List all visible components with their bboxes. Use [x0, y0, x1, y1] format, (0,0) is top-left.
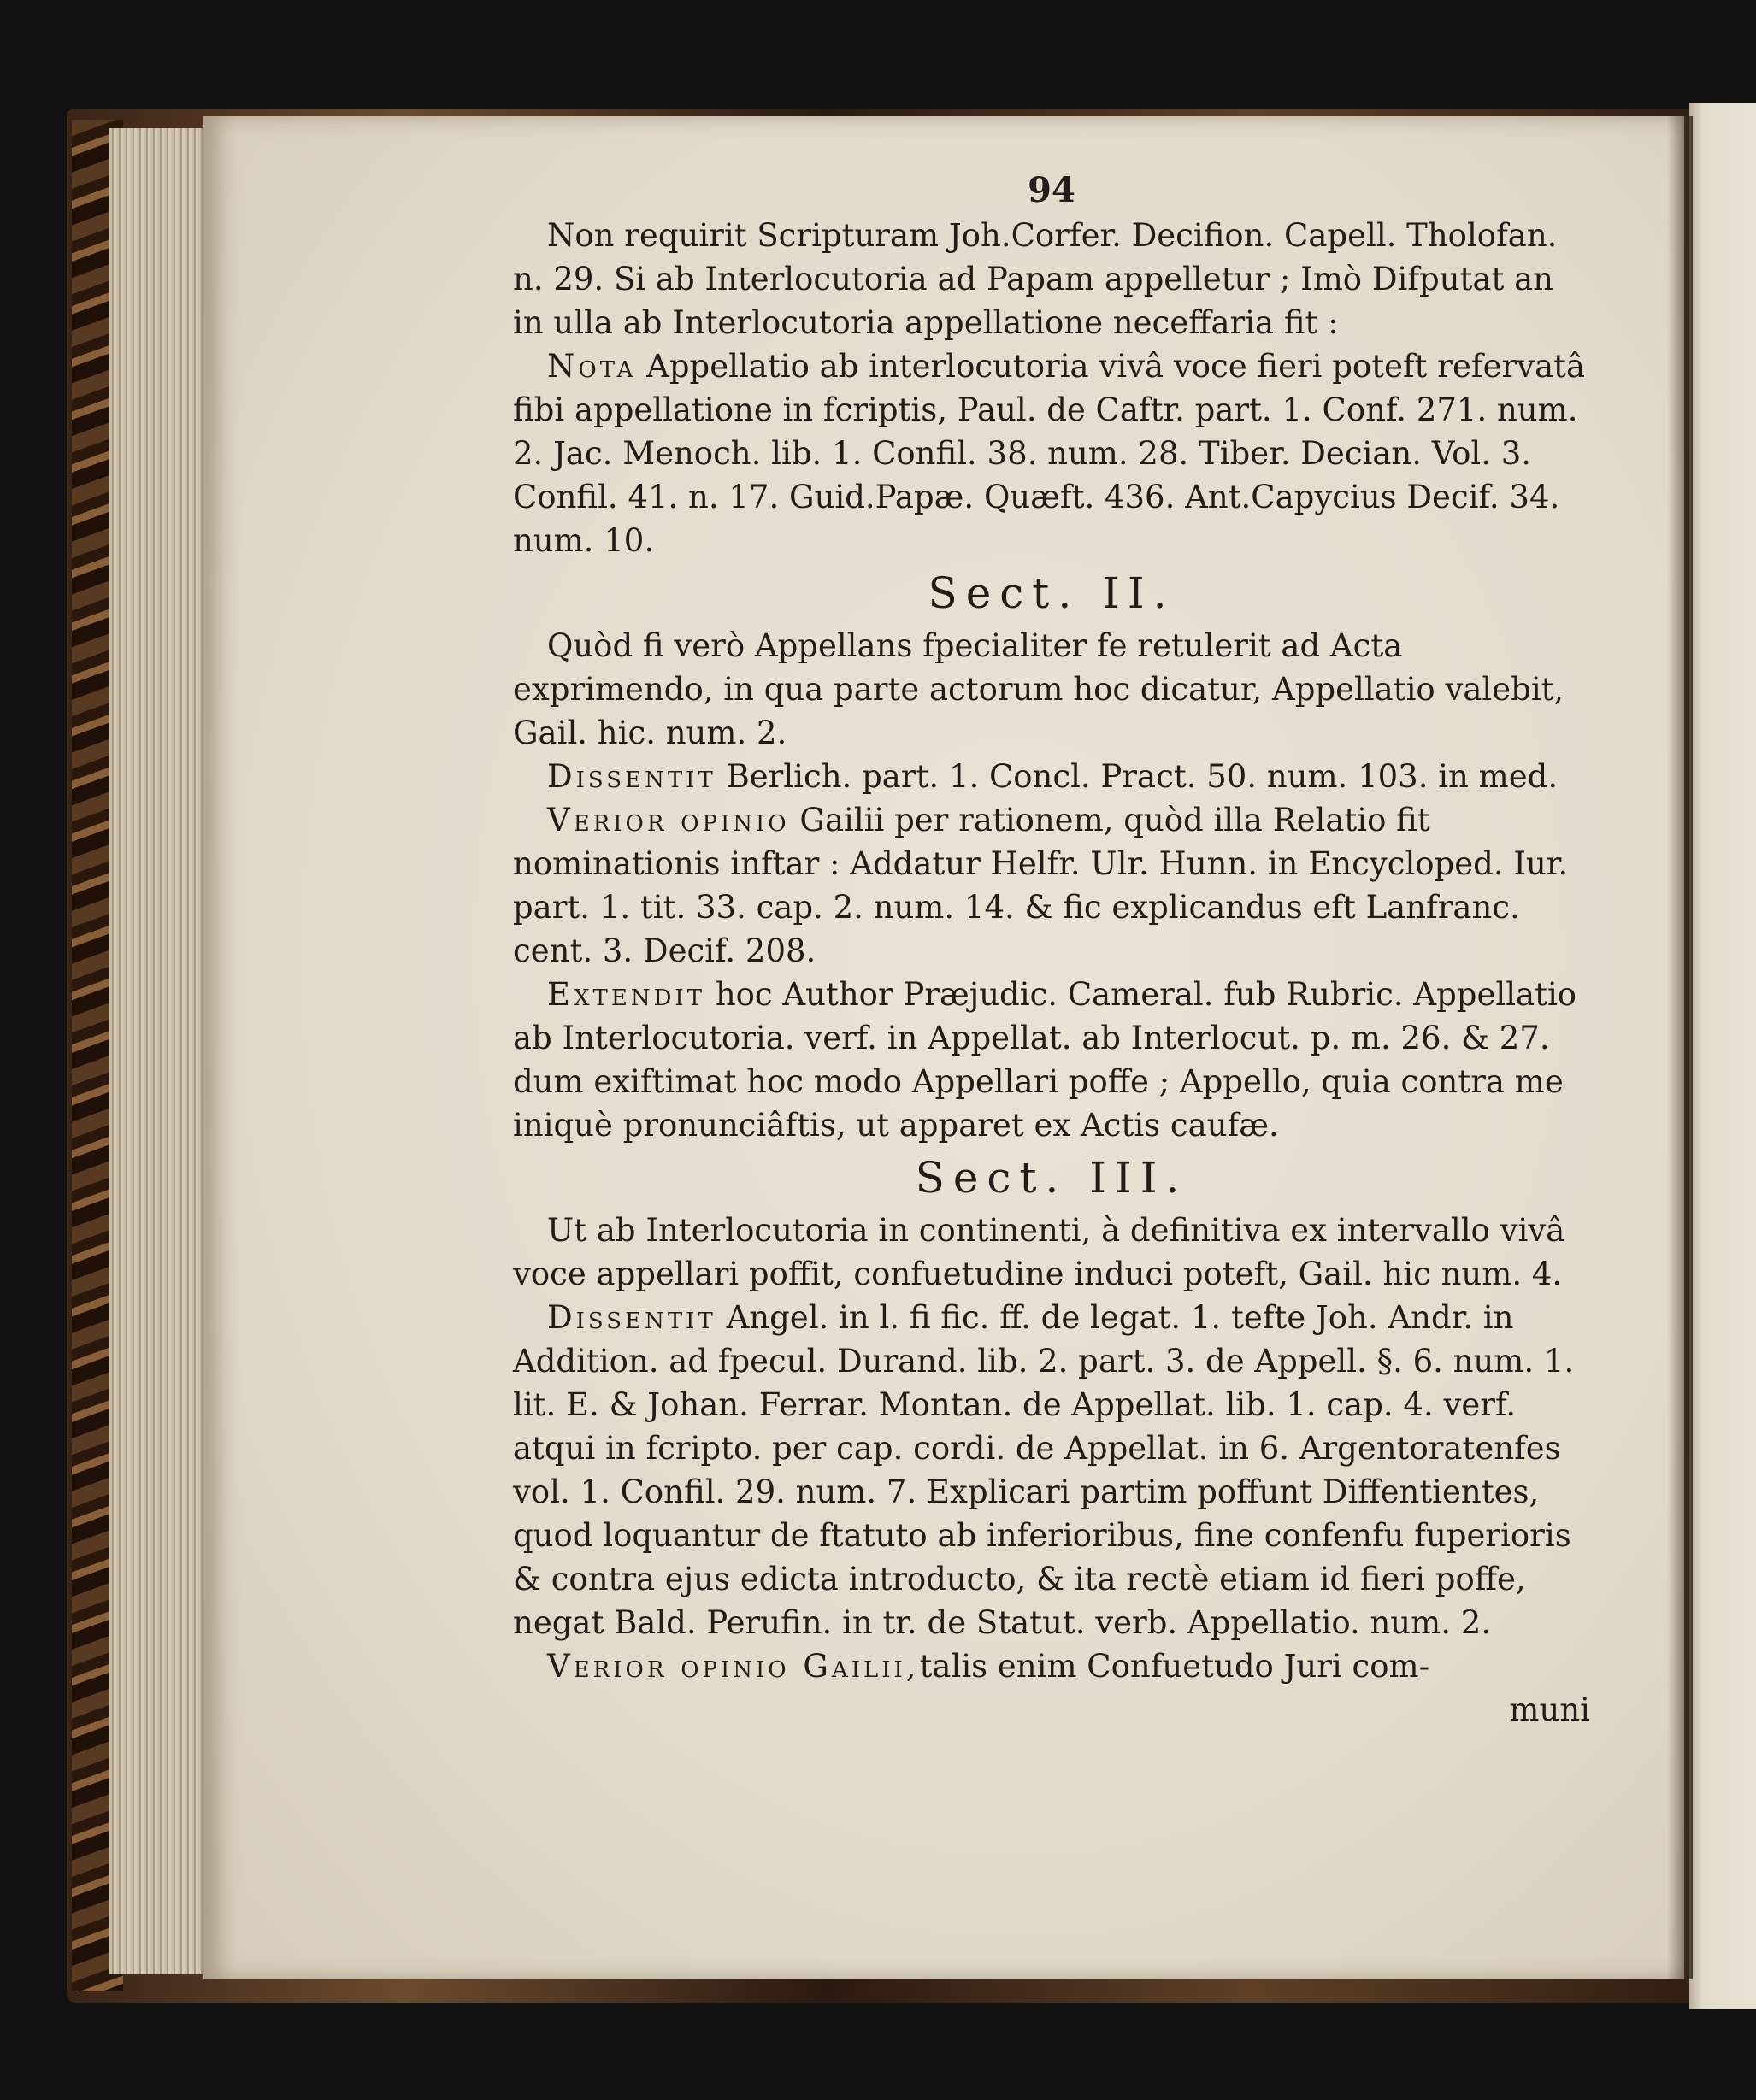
- section-heading-2: Sect. II.: [928, 568, 1176, 618]
- paragraph-3: [513, 624, 1590, 755]
- paragraph-4: [513, 755, 1590, 798]
- paragraph-5: [513, 798, 1590, 973]
- paragraph-text: requirit Scripturam Joh.Corfer. Decifion. Capell. Tholofan. n. 29. Si ab Interlocutoria ad Papam appelletur ; Imò Difputat an in ulla ab Interlocutoria appellatione neceffaria fit :: [513, 217, 1558, 341]
- paragraph-8: [513, 1296, 1590, 1644]
- paragraph-6: [513, 973, 1590, 1147]
- paragraph-text: talis enim Confuetudo Juri com-: [919, 1648, 1430, 1685]
- paragraph-lead: Non: [547, 217, 615, 254]
- paragraph-lead: Nota: [547, 348, 637, 385]
- paragraph-lead: Verior opinio Gailii,: [547, 1648, 920, 1685]
- next-page-sliver: [1689, 103, 1756, 2009]
- paragraph-lead: Dissentit: [547, 1299, 716, 1336]
- section-heading-3: Sect. III.: [915, 1153, 1188, 1203]
- catchword: muni: [1509, 1691, 1590, 1728]
- paragraph-lead: Verior opinio: [547, 802, 790, 838]
- paragraph-lead: Dissentit: [547, 758, 716, 795]
- paragraph-text: Berlich. part. 1. Concl. Pract. 50. num. 103. in med.: [726, 758, 1559, 795]
- page-edges: [109, 128, 212, 1974]
- paragraph-text: hoc Author Præjudic. Cameral. fub Rubric. Appellatio ab Interlocutoria. verf. in Appellat. ab Interlocut. p. m. 26. & 27. dum exiftimat hoc modo Appellari poffe ; Appello, quia contra me iniquè pronunciâftis, ut apparet ex Actis caufæ.: [513, 976, 1577, 1144]
- paragraph-text: ab Interlocutoria in continenti, à definitiva ex intervallo vivâ voce appellari poffit, confuetudine induci poteft, Gail. hic num. 4.: [513, 1212, 1565, 1292]
- paragraph-7: [513, 1209, 1590, 1296]
- paragraph-text: Gailii per rationem, quòd illa Relatio fit nominationis inftar : Addatur Helfr. Ulr. Hunn. in Encycloped. Iur. part. 1. tit. 33. cap. 2. num. 14. & fic explicandus eft Lanfranc. cent. 3. Decif. 208.: [513, 802, 1569, 969]
- page-number: 94: [1028, 170, 1075, 210]
- paragraph-text: Appellatio ab interlocutoria vivâ voce fieri poteft refervatâ fibi appellatione in fcriptis, Paul. de Caftr. part. 1. Conf. 271. num. 2. Jac. Menoch. lib. 1. Confil. 38. num. 28. Tiber. Decian. Vol. 3. Confil. 41. n. 17. Guid.Papæ. Quæft. 436. Ant.Capycius Decif. 34. num. 10.: [513, 348, 1586, 559]
- paragraph-lead: Quòd: [547, 627, 633, 664]
- paragraph-9: [513, 1644, 1590, 1688]
- paragraph-2: [513, 344, 1590, 562]
- paragraph-lead: Ut: [547, 1212, 587, 1249]
- paragraph-text: Angel. in l. fi fic. ff. de legat. 1. tefte Joh. Andr. in Addition. ad fpecul. Durand. lib. 2. part. 3. de Appell. §. 6. num. 1. lit. E. & Johan. Ferrar. Montan. de Appellat. lib. 1. cap. 4. verf. atqui in fcripto. per cap. cordi. de Appellat. in 6. Argentoratenfes vol. 1. Confil. 29. num. 7. Explicari partim poffunt Diffentientes, quod loquantur de ftatuto ab inferioribus, fine confenfu fuperioris & contra ejus edicta introducto, & ita rectè etiam id fieri poffe, negat Bald. Perufin. in tr. de Statut. verb. Appellatio. num. 2.: [513, 1299, 1575, 1641]
- paragraph-lead: Extendit: [547, 976, 706, 1013]
- page-text: [513, 168, 1590, 1732]
- paragraph-1: [513, 214, 1590, 344]
- gutter-shadow: [1667, 116, 1693, 1979]
- paragraph-text: fi verò Appellans fpecialiter fe retulerit ad Acta exprimendo, in qua parte actorum hoc dicatur, Appellatio valebit, Gail. hic. num. 2.: [513, 627, 1564, 751]
